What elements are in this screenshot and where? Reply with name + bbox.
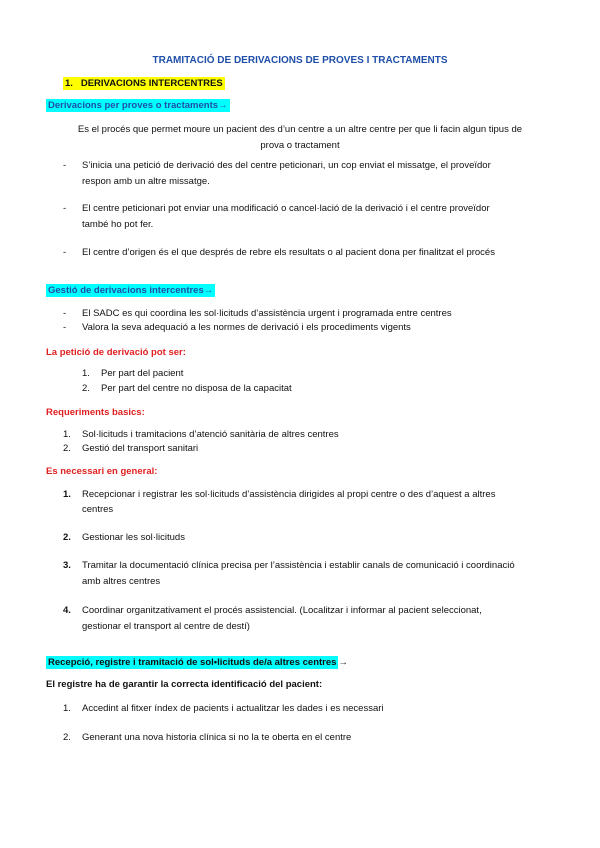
arrow-icon: →	[218, 100, 228, 111]
peticio-heading: La petició de derivació pot ser:	[46, 347, 186, 358]
list-item: centres	[82, 504, 114, 515]
arrow-icon: →	[338, 657, 348, 668]
section-heading	[63, 78, 225, 90]
gestio-heading	[46, 285, 215, 297]
list-item: Per part del pacient	[101, 368, 184, 379]
gestio-heading-text: Gestió de derivacions intercentres	[48, 285, 204, 296]
list-item: Sol·licituds i tramitacions d’atenció sanitària de altres centres	[82, 429, 339, 440]
derivacions-heading-highlight	[46, 99, 230, 112]
recepcio-heading-text: Recepció, registre i tramitació de sol•licituds de/a altres centres	[48, 657, 337, 668]
list-item: Per part del centre no disposa de la capacitat	[101, 383, 292, 394]
bullet-text: El centre d’origen és el que després de rebre els resultats o al pacient dona per finalitzat el procés	[82, 247, 495, 258]
list-item: Recepcionar i registrar les sol·licituds d’assistència dirigides al propi centre o des d’aquest a altres	[82, 489, 496, 500]
bullet-dash: -	[63, 160, 67, 171]
recepcio-subheading: El registre ha de garantir la correcta identificació del pacient:	[46, 679, 323, 690]
list-number: 1.	[63, 703, 71, 714]
bullet-dash: -	[63, 322, 67, 333]
list-item: Gestió del transport sanitari	[82, 443, 199, 454]
gestio-heading-highlight	[46, 284, 215, 297]
bullet-text: El centre peticionari pot enviar una modificació o cancel·lació de la derivació i el centre proveïdor	[82, 203, 490, 214]
list-item: Gestionar les sol·licituds	[82, 532, 185, 543]
bullet-dash: -	[63, 247, 67, 258]
arrow-icon: →	[203, 285, 214, 296]
section-label	[63, 77, 225, 90]
recepcio-heading-highlight	[46, 656, 338, 669]
list-item: Tramitar la documentació clínica precisa per l’assistència i establir canals de comunicació i coordinació	[82, 560, 515, 571]
definition-line: Es el procés que permet moure un pacient des d’un centre a un altre centre per que li facin algun tipus de	[77, 124, 523, 135]
list-number: 1.	[63, 489, 71, 500]
bullet-text: respon amb un altre missatge.	[82, 176, 210, 187]
bullet-dash: -	[63, 203, 67, 214]
list-item: amb altres centres	[82, 576, 161, 587]
requeriments-heading: Requeriments basics:	[46, 407, 145, 418]
bullet-text: també ho pot fer.	[82, 219, 154, 230]
derivacions-heading-text: Derivacions per proves o tractaments	[48, 100, 219, 111]
bullet-text: El SADC es qui coordina les sol·licituds d’assistència urgent i programada entre centres	[82, 308, 452, 319]
necessari-heading: Es necessari en general:	[46, 466, 158, 477]
list-number: 2.	[63, 732, 71, 743]
list-number: 1.	[63, 429, 71, 440]
list-number: 1.	[82, 368, 90, 379]
list-number: 2.	[82, 383, 90, 394]
list-item: Accedint al fitxer índex de pacients i actualitzar les dades i es necessari	[82, 703, 384, 714]
definition-line: prova o tractament	[260, 140, 340, 151]
list-item: gestionar el transport al centre de destí)	[82, 621, 250, 632]
list-number: 4.	[63, 605, 71, 616]
list-number: 2.	[63, 532, 71, 543]
list-item: Coordinar organitzativament el procés assistencial. (Localitzar i informar al pacient seleccionat,	[82, 605, 482, 616]
bullet-dash: -	[63, 308, 67, 319]
derivacions-heading	[46, 100, 230, 112]
bullet-text: S’inicia una petició de derivació des del centre peticionari, un cop enviat el missatge, el proveïdor	[82, 160, 491, 171]
list-item: Generant una nova historia clínica si no la te oberta en el centre	[82, 732, 352, 743]
bullet-text: Valora la seva adequació a les normes de derivació i els procediments vigents	[82, 322, 411, 333]
list-number: 2.	[63, 443, 71, 454]
section-title: DERIVACIONS INTERCENTRES	[80, 78, 223, 89]
recepcio-heading	[46, 657, 348, 669]
document-title: TRAMITACIÓ DE DERIVACIONS DE PROVES I TRACTAMENTS	[152, 55, 448, 66]
section-number: 1.	[65, 78, 73, 89]
list-number: 3.	[63, 560, 71, 571]
